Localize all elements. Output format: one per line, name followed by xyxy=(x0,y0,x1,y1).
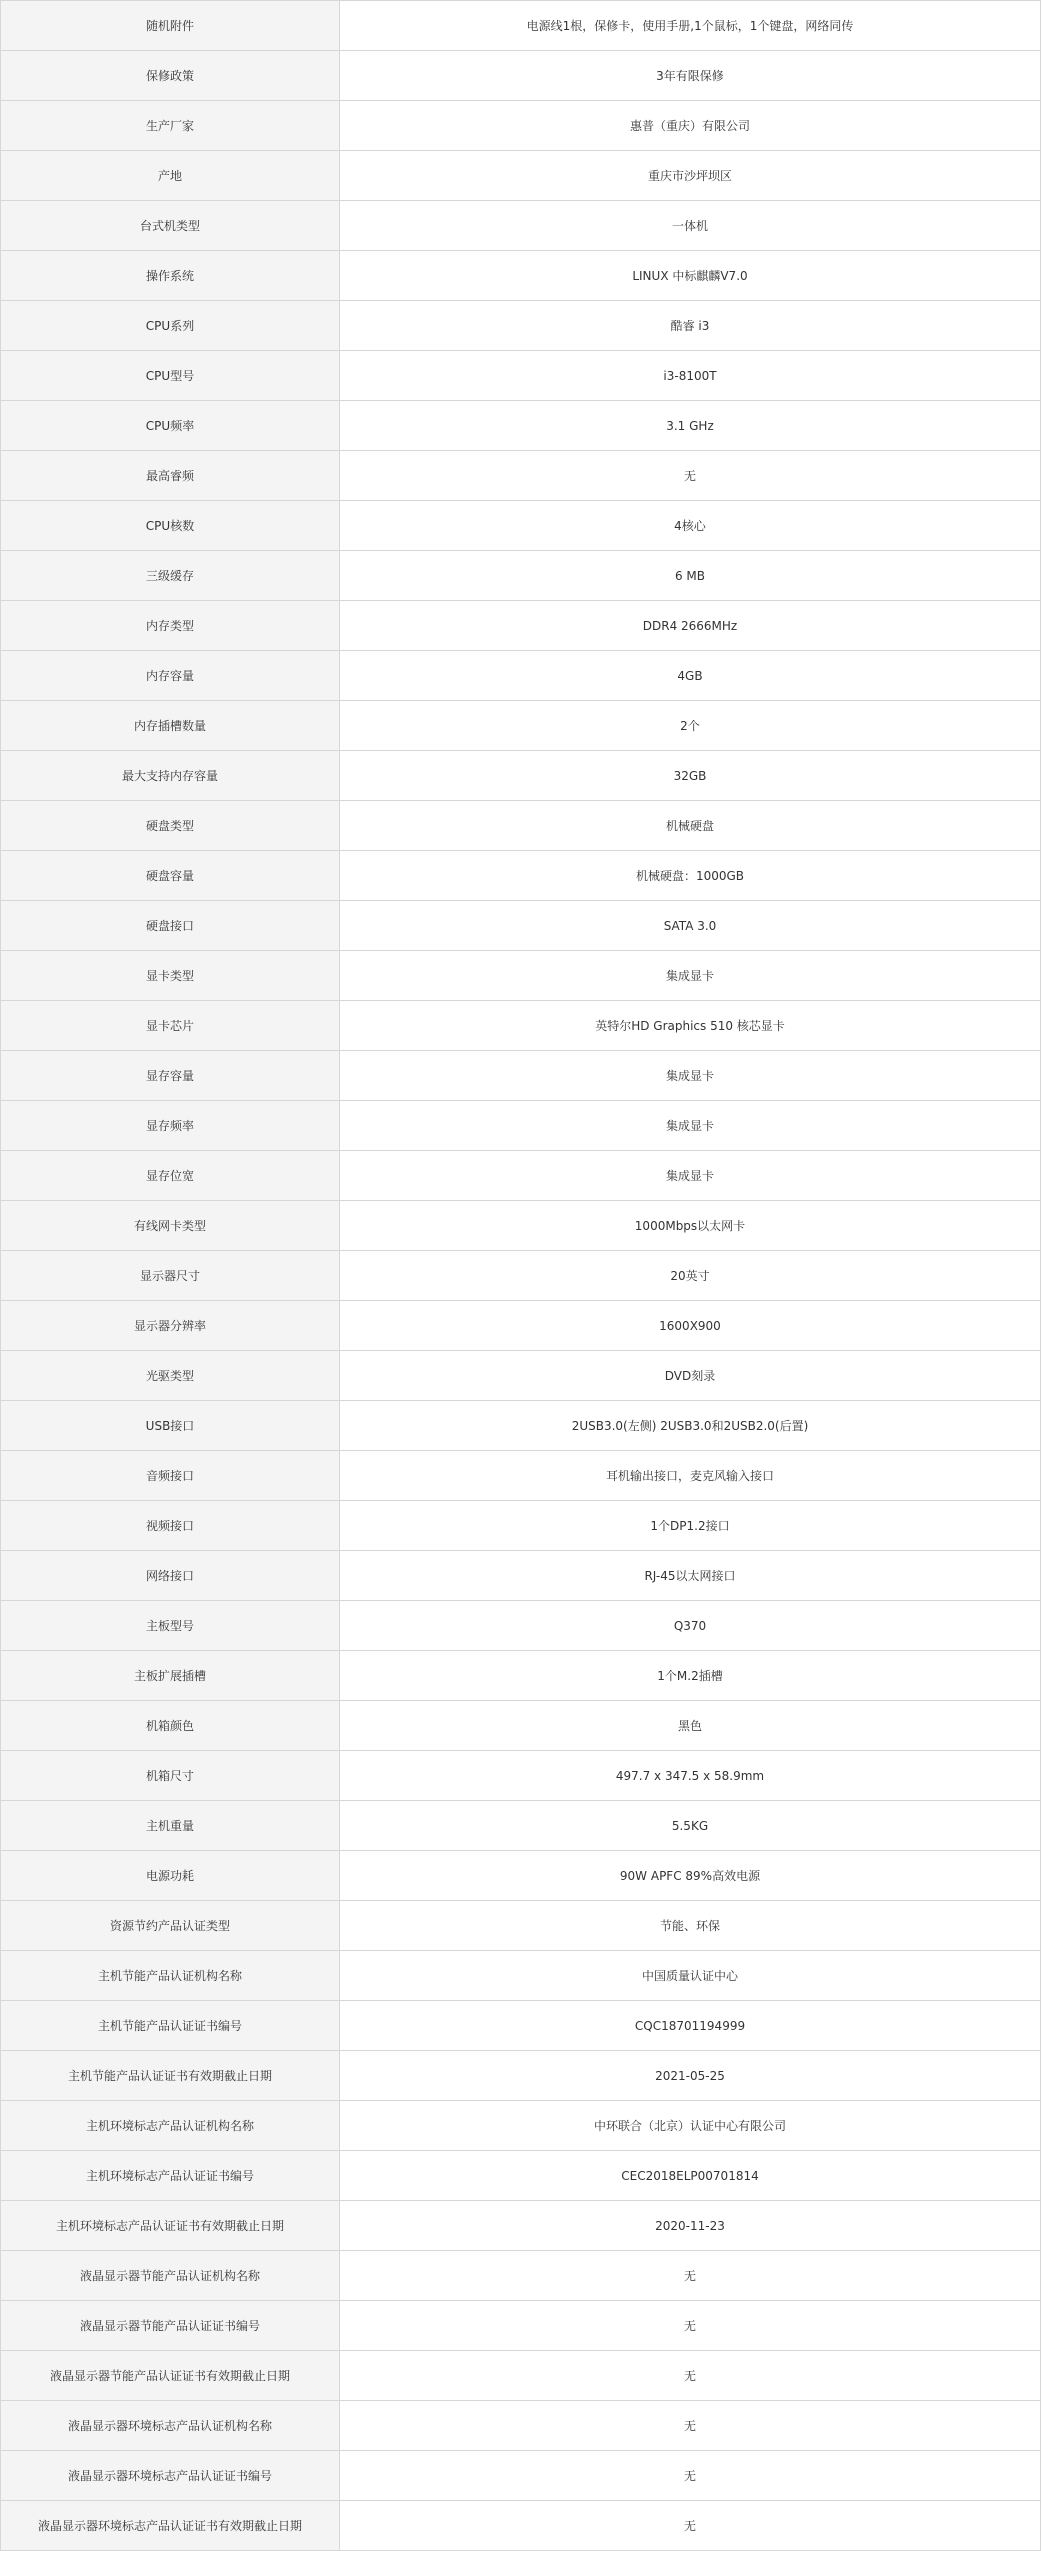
spec-label: 电源功耗 xyxy=(1,1851,340,1901)
table-row xyxy=(1,1801,1041,1851)
spec-label: 主机重量 xyxy=(1,1801,340,1851)
spec-label: 主板扩展插槽 xyxy=(1,1651,340,1701)
spec-value: 集成显卡 xyxy=(340,1051,1041,1101)
spec-value: 电源线1根，保修卡，使用手册,1个鼠标，1个键盘，网络同传 xyxy=(340,1,1041,51)
spec-label: 显示器尺寸 xyxy=(1,1251,340,1301)
spec-value: 1600X900 xyxy=(340,1301,1041,1351)
spec-label: 内存类型 xyxy=(1,601,340,651)
table-row xyxy=(1,1151,1041,1201)
spec-value: 2USB3.0(左侧) 2USB3.0和2USB2.0(后置) xyxy=(340,1401,1041,1451)
spec-label: 最大支持内存容量 xyxy=(1,751,340,801)
spec-label: 显存容量 xyxy=(1,1051,340,1101)
spec-label: 显存位宽 xyxy=(1,1151,340,1201)
spec-label: 音频接口 xyxy=(1,1451,340,1501)
spec-value: 3.1 GHz xyxy=(340,401,1041,451)
spec-value: 酷睿 i3 xyxy=(340,301,1041,351)
spec-label: 生产厂家 xyxy=(1,101,340,151)
table-row xyxy=(1,1851,1041,1901)
spec-label: 产地 xyxy=(1,151,340,201)
spec-label: 硬盘类型 xyxy=(1,801,340,851)
spec-label: 显示器分辨率 xyxy=(1,1301,340,1351)
spec-value: 中国质量认证中心 xyxy=(340,1951,1041,2001)
table-row xyxy=(1,651,1041,701)
spec-value: 90W APFC 89%高效电源 xyxy=(340,1851,1041,1901)
spec-label: 最高睿频 xyxy=(1,451,340,501)
spec-value: SATA 3.0 xyxy=(340,901,1041,951)
table-row xyxy=(1,351,1041,401)
table-row xyxy=(1,201,1041,251)
spec-value: 机械硬盘 xyxy=(340,801,1041,851)
spec-label: 随机附件 xyxy=(1,1,340,51)
table-row xyxy=(1,751,1041,801)
table-row xyxy=(1,1551,1041,1601)
spec-label: 主机环境标志产品认证证书编号 xyxy=(1,2151,340,2201)
spec-value: 节能、环保 xyxy=(340,1901,1041,1951)
table-row xyxy=(1,2351,1041,2401)
spec-value: 无 xyxy=(340,2251,1041,2301)
table-row xyxy=(1,801,1041,851)
spec-value: 耳机输出接口，麦克风输入接口 xyxy=(340,1451,1041,1501)
table-row xyxy=(1,1201,1041,1251)
table-row xyxy=(1,301,1041,351)
spec-value: 集成显卡 xyxy=(340,1151,1041,1201)
spec-value: 2021-05-25 xyxy=(340,2051,1041,2101)
spec-value: 497.7 x 347.5 x 58.9mm xyxy=(340,1751,1041,1801)
spec-label: USB接口 xyxy=(1,1401,340,1451)
spec-value: 重庆市沙坪坝区 xyxy=(340,151,1041,201)
spec-value: 1000Mbps以太网卡 xyxy=(340,1201,1041,1251)
table-row xyxy=(1,2051,1041,2101)
spec-label: CPU型号 xyxy=(1,351,340,401)
spec-value: 无 xyxy=(340,2501,1041,2551)
spec-value: 集成显卡 xyxy=(340,951,1041,1001)
spec-value: 4核心 xyxy=(340,501,1041,551)
table-row xyxy=(1,1351,1041,1401)
spec-label: 机箱尺寸 xyxy=(1,1751,340,1801)
table-row xyxy=(1,1,1041,51)
spec-value: 机械硬盘：1000GB xyxy=(340,851,1041,901)
spec-value: CQC18701194999 xyxy=(340,2001,1041,2051)
table-row xyxy=(1,101,1041,151)
spec-value: 一体机 xyxy=(340,201,1041,251)
spec-value: 5.5KG xyxy=(340,1801,1041,1851)
spec-value: 无 xyxy=(340,2351,1041,2401)
spec-value: 集成显卡 xyxy=(340,1101,1041,1151)
table-row xyxy=(1,51,1041,101)
spec-label: 主机节能产品认证机构名称 xyxy=(1,1951,340,2001)
table-row xyxy=(1,551,1041,601)
spec-label: 液晶显示器节能产品认证证书编号 xyxy=(1,2301,340,2351)
spec-value: 惠普（重庆）有限公司 xyxy=(340,101,1041,151)
spec-label: 硬盘容量 xyxy=(1,851,340,901)
table-row xyxy=(1,1901,1041,1951)
table-row xyxy=(1,1251,1041,1301)
spec-value: LINUX 中标麒麟V7.0 xyxy=(340,251,1041,301)
spec-label: 光驱类型 xyxy=(1,1351,340,1401)
spec-value: RJ-45以太网接口 xyxy=(340,1551,1041,1601)
table-row xyxy=(1,2301,1041,2351)
table-row xyxy=(1,2251,1041,2301)
spec-label: 显卡芯片 xyxy=(1,1001,340,1051)
spec-value: 黑色 xyxy=(340,1701,1041,1751)
table-row xyxy=(1,2101,1041,2151)
spec-label: 主机节能产品认证证书有效期截止日期 xyxy=(1,2051,340,2101)
table-row xyxy=(1,1651,1041,1701)
table-row xyxy=(1,1001,1041,1051)
spec-label: 主机环境标志产品认证机构名称 xyxy=(1,2101,340,2151)
table-row xyxy=(1,2501,1041,2551)
spec-label: 内存插槽数量 xyxy=(1,701,340,751)
spec-value: DVD刻录 xyxy=(340,1351,1041,1401)
table-row xyxy=(1,1101,1041,1151)
spec-table-body xyxy=(1,1,1041,2551)
table-row xyxy=(1,701,1041,751)
spec-label: 主机环境标志产品认证证书有效期截止日期 xyxy=(1,2201,340,2251)
spec-label: 液晶显示器环境标志产品认证证书编号 xyxy=(1,2451,340,2501)
spec-label: 视频接口 xyxy=(1,1501,340,1551)
table-row xyxy=(1,2401,1041,2451)
spec-label: 硬盘接口 xyxy=(1,901,340,951)
spec-value: 英特尔HD Graphics 510 核芯显卡 xyxy=(340,1001,1041,1051)
table-row xyxy=(1,151,1041,201)
spec-label: 液晶显示器环境标志产品认证机构名称 xyxy=(1,2401,340,2451)
spec-label: CPU频率 xyxy=(1,401,340,451)
spec-value: CEC2018ELP00701814 xyxy=(340,2151,1041,2201)
table-row xyxy=(1,251,1041,301)
spec-label: 资源节约产品认证类型 xyxy=(1,1901,340,1951)
spec-label: CPU核数 xyxy=(1,501,340,551)
spec-value: 无 xyxy=(340,2401,1041,2451)
spec-value: 2020-11-23 xyxy=(340,2201,1041,2251)
spec-label: 液晶显示器环境标志产品认证证书有效期截止日期 xyxy=(1,2501,340,2551)
table-row xyxy=(1,851,1041,901)
table-row xyxy=(1,2451,1041,2501)
spec-value: 无 xyxy=(340,2451,1041,2501)
spec-value: 4GB xyxy=(340,651,1041,701)
spec-label: CPU系列 xyxy=(1,301,340,351)
spec-label: 操作系统 xyxy=(1,251,340,301)
table-row xyxy=(1,1751,1041,1801)
table-row xyxy=(1,401,1041,451)
table-row xyxy=(1,1301,1041,1351)
spec-label: 显存频率 xyxy=(1,1101,340,1151)
spec-value: 3年有限保修 xyxy=(340,51,1041,101)
spec-value: i3-8100T xyxy=(340,351,1041,401)
spec-label: 网络接口 xyxy=(1,1551,340,1601)
table-row xyxy=(1,1501,1041,1551)
table-row xyxy=(1,901,1041,951)
spec-label: 机箱颜色 xyxy=(1,1701,340,1751)
spec-value: 6 MB xyxy=(340,551,1041,601)
table-row xyxy=(1,1951,1041,2001)
spec-label: 内存容量 xyxy=(1,651,340,701)
spec-label: 主板型号 xyxy=(1,1601,340,1651)
spec-label: 液晶显示器节能产品认证证书有效期截止日期 xyxy=(1,2351,340,2401)
table-row xyxy=(1,501,1041,551)
spec-value: 2个 xyxy=(340,701,1041,751)
table-row xyxy=(1,451,1041,501)
table-row xyxy=(1,1701,1041,1751)
table-row xyxy=(1,1401,1041,1451)
spec-value: 无 xyxy=(340,2301,1041,2351)
spec-value: 中环联合（北京）认证中心有限公司 xyxy=(340,2101,1041,2151)
table-row xyxy=(1,601,1041,651)
table-row xyxy=(1,1451,1041,1501)
spec-value: Q370 xyxy=(340,1601,1041,1651)
table-row xyxy=(1,2001,1041,2051)
spec-value: 无 xyxy=(340,451,1041,501)
table-row xyxy=(1,2151,1041,2201)
spec-label: 三级缓存 xyxy=(1,551,340,601)
table-row xyxy=(1,1601,1041,1651)
spec-label: 台式机类型 xyxy=(1,201,340,251)
spec-value: 20英寸 xyxy=(340,1251,1041,1301)
spec-label: 显卡类型 xyxy=(1,951,340,1001)
spec-value: 1个M.2插槽 xyxy=(340,1651,1041,1701)
table-row xyxy=(1,951,1041,1001)
spec-label: 主机节能产品认证证书编号 xyxy=(1,2001,340,2051)
spec-label: 液晶显示器节能产品认证机构名称 xyxy=(1,2251,340,2301)
spec-label: 保修政策 xyxy=(1,51,340,101)
spec-value: 1个DP1.2接口 xyxy=(340,1501,1041,1551)
table-row xyxy=(1,2201,1041,2251)
spec-label: 有线网卡类型 xyxy=(1,1201,340,1251)
spec-value: DDR4 2666MHz xyxy=(340,601,1041,651)
table-row xyxy=(1,1051,1041,1101)
spec-value: 32GB xyxy=(340,751,1041,801)
